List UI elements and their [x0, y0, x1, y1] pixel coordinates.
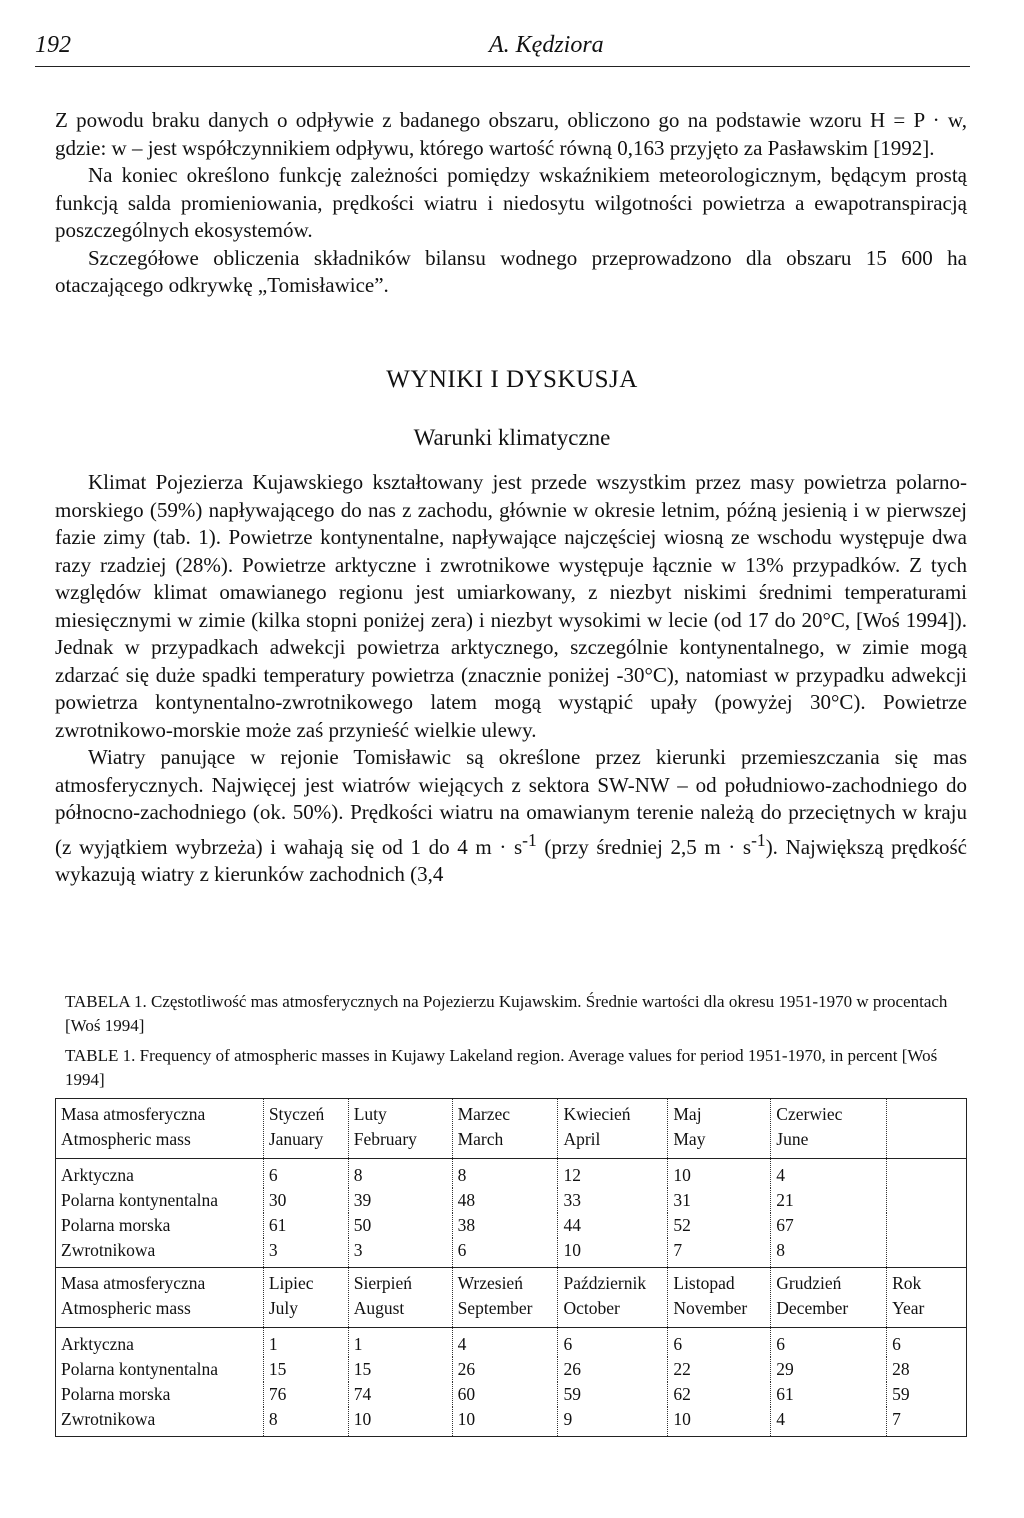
- header-label-polish: Grudzień: [776, 1273, 842, 1293]
- table-row: [56, 1238, 967, 1268]
- table-cell: Zwrotnikowa: [56, 1407, 264, 1437]
- table-cell: [887, 1099, 967, 1159]
- table-cell: 7: [668, 1238, 771, 1268]
- header-label-english: July: [268, 1298, 298, 1318]
- table-cell: [558, 1268, 668, 1328]
- running-author: A. Kędziora: [489, 32, 604, 58]
- table-cell: Polarna kontynentalna: [56, 1188, 264, 1213]
- table-cell: 4: [771, 1159, 887, 1189]
- header-label-english: October: [563, 1298, 620, 1318]
- header-label-english: Atmospheric mass: [61, 1298, 191, 1318]
- table-header-row: [56, 1099, 967, 1159]
- header-label-english: Atmospheric mass: [61, 1129, 191, 1149]
- table-cell: 61: [771, 1382, 887, 1407]
- table-row: [56, 1213, 967, 1238]
- table-cell: 15: [348, 1357, 452, 1382]
- text-run: ). Największą prędkość wykazują wiatry z kierunków zachodnich (3,4: [55, 834, 967, 886]
- table-cell: 10: [452, 1407, 558, 1437]
- table-cell: 6: [668, 1328, 771, 1358]
- table-cell: [452, 1099, 558, 1159]
- paragraph: Z powodu braku danych o odpływie z badanego obszaru, obliczono go na podstawie wzoru H = P · w, gdzie: w – jest współczynnikiem odpływu, którego wartość równą 0,163 przyjęto za Pasławskim [1992].: [55, 108, 967, 160]
- table-cell: 31: [668, 1188, 771, 1213]
- header-label-polish: Listopad: [673, 1273, 735, 1293]
- table-cell: [668, 1268, 771, 1328]
- table-cell: 9: [558, 1407, 668, 1437]
- table-cell: 15: [263, 1357, 348, 1382]
- table-cell: 3: [348, 1238, 452, 1268]
- section-heading: WYNIKI I DYSKUSJA: [386, 366, 638, 393]
- table-cell: 1: [348, 1328, 452, 1358]
- header-label-polish: Kwiecień: [563, 1104, 631, 1124]
- atmospheric-mass-table: [55, 1098, 967, 1437]
- table-cell: [263, 1268, 348, 1328]
- superscript: -1: [751, 829, 766, 850]
- table-row: [56, 1188, 967, 1213]
- header-label-polish: Maj: [673, 1104, 702, 1124]
- table-cell: 6: [887, 1328, 967, 1358]
- table-cell: 3: [263, 1238, 348, 1268]
- table-cell: 8: [263, 1407, 348, 1437]
- table-cell: Arktyczna: [56, 1159, 264, 1189]
- header-label-polish: Luty: [353, 1104, 387, 1124]
- table-row: [56, 1328, 967, 1358]
- table-caption-polish: TABELA 1. Częstotliwość mas atmosferycznych na Pojezierzu Kujawskim. Średnie wartości dla okresu 1951-1970 w procentach [Woś 1994]: [65, 992, 948, 1035]
- table-cell: 7: [887, 1407, 967, 1437]
- table-cell: 10: [668, 1407, 771, 1437]
- table-cell: [348, 1099, 452, 1159]
- table-cell: 4: [771, 1407, 887, 1437]
- page-number: 192: [35, 32, 71, 58]
- table-cell: [887, 1213, 967, 1238]
- table-cell: [887, 1159, 967, 1189]
- table-cell: 6: [263, 1159, 348, 1189]
- table-cell: [263, 1099, 348, 1159]
- table-cell: 28: [887, 1357, 967, 1382]
- header-label-polish: Masa atmosferyczna: [61, 1273, 206, 1293]
- header-label-english: November: [673, 1298, 748, 1318]
- table-cell: 76: [263, 1382, 348, 1407]
- table-cell: [56, 1268, 264, 1328]
- running-header: [35, 28, 970, 67]
- table-cell: 33: [558, 1188, 668, 1213]
- table-cell: 50: [348, 1213, 452, 1238]
- header-label-polish: Masa atmosferyczna: [61, 1104, 206, 1124]
- table-cell: 62: [668, 1382, 771, 1407]
- table-cell: 38: [452, 1213, 558, 1238]
- header-label-polish: Czerwiec: [776, 1104, 843, 1124]
- table-cell: 61: [263, 1213, 348, 1238]
- table-cell: 59: [887, 1382, 967, 1407]
- table-cell: [771, 1099, 887, 1159]
- table-cell: [887, 1188, 967, 1213]
- table-cell: 39: [348, 1188, 452, 1213]
- text-run: Wiatry panujące w rejonie Tomisławic są określone przez kierunki przemieszczania się mas atmosferycznych. Najwięcej jest wiatrów wiejących z sektora SW-NW – od południowo-zachodniego do północno-zachodniego (ok. 50%). Prędkości wiatru na omawianym terenie należą do przeciętnych w kraju (z wyjątkiem wybrzeża) i wahają się od 1 do 4 m · s: [55, 745, 967, 859]
- text-run: (przy średniej 2,5 m · s: [536, 834, 752, 859]
- header-label-english: August: [353, 1298, 405, 1318]
- header-label-english: December: [776, 1298, 849, 1318]
- table-cell: 8: [452, 1159, 558, 1189]
- table-cell: 8: [771, 1238, 887, 1268]
- header-label-polish: Rok: [892, 1273, 922, 1293]
- paragraph: Klimat Pojezierza Kujawskiego kształtowany jest przede wszystkim przez masy powietrza polarno-morskiego (59%) napływającego do nas z zachodu, głównie w okresie letnim, późną jesienią i w pierwszej fazie zimy (tab. 1). Powietrze kontynentalne, napływające najczęściej wiosną ze wschodu występuje dwa razy rzadziej (28%). Powietrze arktyczne i zwrotnikowe występuje łącznie w 13% przypadków. Z tych względów klimat omawianego regionu jest umiarkowany, z niezbyt niskimi średnimi temperaturami miesięcznymi w zimie (kilka stopni poniżej zera) i niezbyt wysokimi w lecie (od 17 do 20°C, [Woś 1994]). Jednak w przypadkach adwekcji powietrza arktycznego, szczególnie kontynentalnego, w zimie mogą zdarzać się duże spadki temperatury powietrza (znacznie poniżej -30°C), natomiast w przypadku adwekcji powietrza kontynentalno-zwrotnikowego latem mogą wystąpić upały (powyżej 30°C). Powietrze zwrotnikowo-morskie może zaś przynieść wielkie ulewy.: [55, 470, 967, 742]
- table-cell: [452, 1268, 558, 1328]
- paragraph: [55, 744, 967, 889]
- table-cell: Arktyczna: [56, 1328, 264, 1358]
- superscript: -1: [522, 829, 537, 850]
- table-cell: 30: [263, 1188, 348, 1213]
- table-cell: Polarna morska: [56, 1213, 264, 1238]
- header-label-english: Year: [892, 1298, 925, 1318]
- table-cell: Polarna kontynentalna: [56, 1357, 264, 1382]
- results-text: [55, 469, 967, 889]
- table-cell: [771, 1268, 887, 1328]
- table-cell: 74: [348, 1382, 452, 1407]
- table-cell: 6: [452, 1238, 558, 1268]
- header-label-english: June: [776, 1129, 809, 1149]
- header-label-english: March: [457, 1129, 504, 1149]
- table-cell: 29: [771, 1357, 887, 1382]
- paragraph: Na koniec określono funkcję zależności pomiędzy wskaźnikiem meteorologicznym, będącym prostą funkcją salda promieniowania, prędkości wiatru i niedosytu wilgotności powietrza a ewapotranspiracją poszczególnych ekosystemów.: [55, 163, 967, 242]
- table-cell: 8: [348, 1159, 452, 1189]
- table-row: [56, 1357, 967, 1382]
- paragraph: Szczegółowe obliczenia składników bilansu wodnego przeprowadzono dla obszaru 15 600 ha otaczającego odkrywkę „Tomisławice”.: [55, 245, 967, 297]
- table-row: [56, 1159, 967, 1189]
- table-cell: 1: [263, 1328, 348, 1358]
- table-cell: 6: [771, 1328, 887, 1358]
- table-cell: 21: [771, 1188, 887, 1213]
- table-cell: 10: [348, 1407, 452, 1437]
- table-cell: Zwrotnikowa: [56, 1238, 264, 1268]
- intro-text: [55, 107, 967, 300]
- table-cell: 60: [452, 1382, 558, 1407]
- table-cell: [668, 1099, 771, 1159]
- header-label-polish: Sierpień: [353, 1273, 413, 1293]
- header-label-polish: Październik: [563, 1273, 647, 1293]
- header-label-english: April: [563, 1129, 601, 1149]
- table-cell: 26: [558, 1357, 668, 1382]
- table-cell: [887, 1268, 967, 1328]
- table-row: [56, 1407, 967, 1437]
- table-cell: 22: [668, 1357, 771, 1382]
- table-cell: Polarna morska: [56, 1382, 264, 1407]
- table-cell: [887, 1238, 967, 1268]
- header-label-polish: Marzec: [457, 1104, 511, 1124]
- header-label-english: September: [457, 1298, 533, 1318]
- table-cell: 10: [668, 1159, 771, 1189]
- table-cell: 67: [771, 1213, 887, 1238]
- header-label-english: January: [268, 1129, 324, 1149]
- table-row: [56, 1382, 967, 1407]
- header-label-polish: Styczeń: [268, 1104, 325, 1124]
- table-cell: [558, 1099, 668, 1159]
- table-caption-english: TABLE 1. Frequency of atmospheric masses in Kujawy Lakeland region. Average values for period 1951-1970, in percent [Woś 1994]: [65, 1046, 938, 1089]
- table-cell: 10: [558, 1238, 668, 1268]
- table-cell: [56, 1099, 264, 1159]
- table-cell: 4: [452, 1328, 558, 1358]
- table-cell: 59: [558, 1382, 668, 1407]
- table-cell: [348, 1268, 452, 1328]
- header-label-polish: Wrzesień: [457, 1273, 523, 1293]
- table-cell: 48: [452, 1188, 558, 1213]
- table-cell: 26: [452, 1357, 558, 1382]
- table-cell: 44: [558, 1213, 668, 1238]
- table-cell: 12: [558, 1159, 668, 1189]
- header-label-polish: Lipiec: [268, 1273, 314, 1293]
- header-label-english: February: [353, 1129, 417, 1149]
- table-header-row: [56, 1268, 967, 1328]
- table-cell: 52: [668, 1213, 771, 1238]
- table-cell: 6: [558, 1328, 668, 1358]
- header-label-english: May: [673, 1129, 706, 1149]
- subsection-heading: Warunki klimatyczne: [413, 425, 611, 450]
